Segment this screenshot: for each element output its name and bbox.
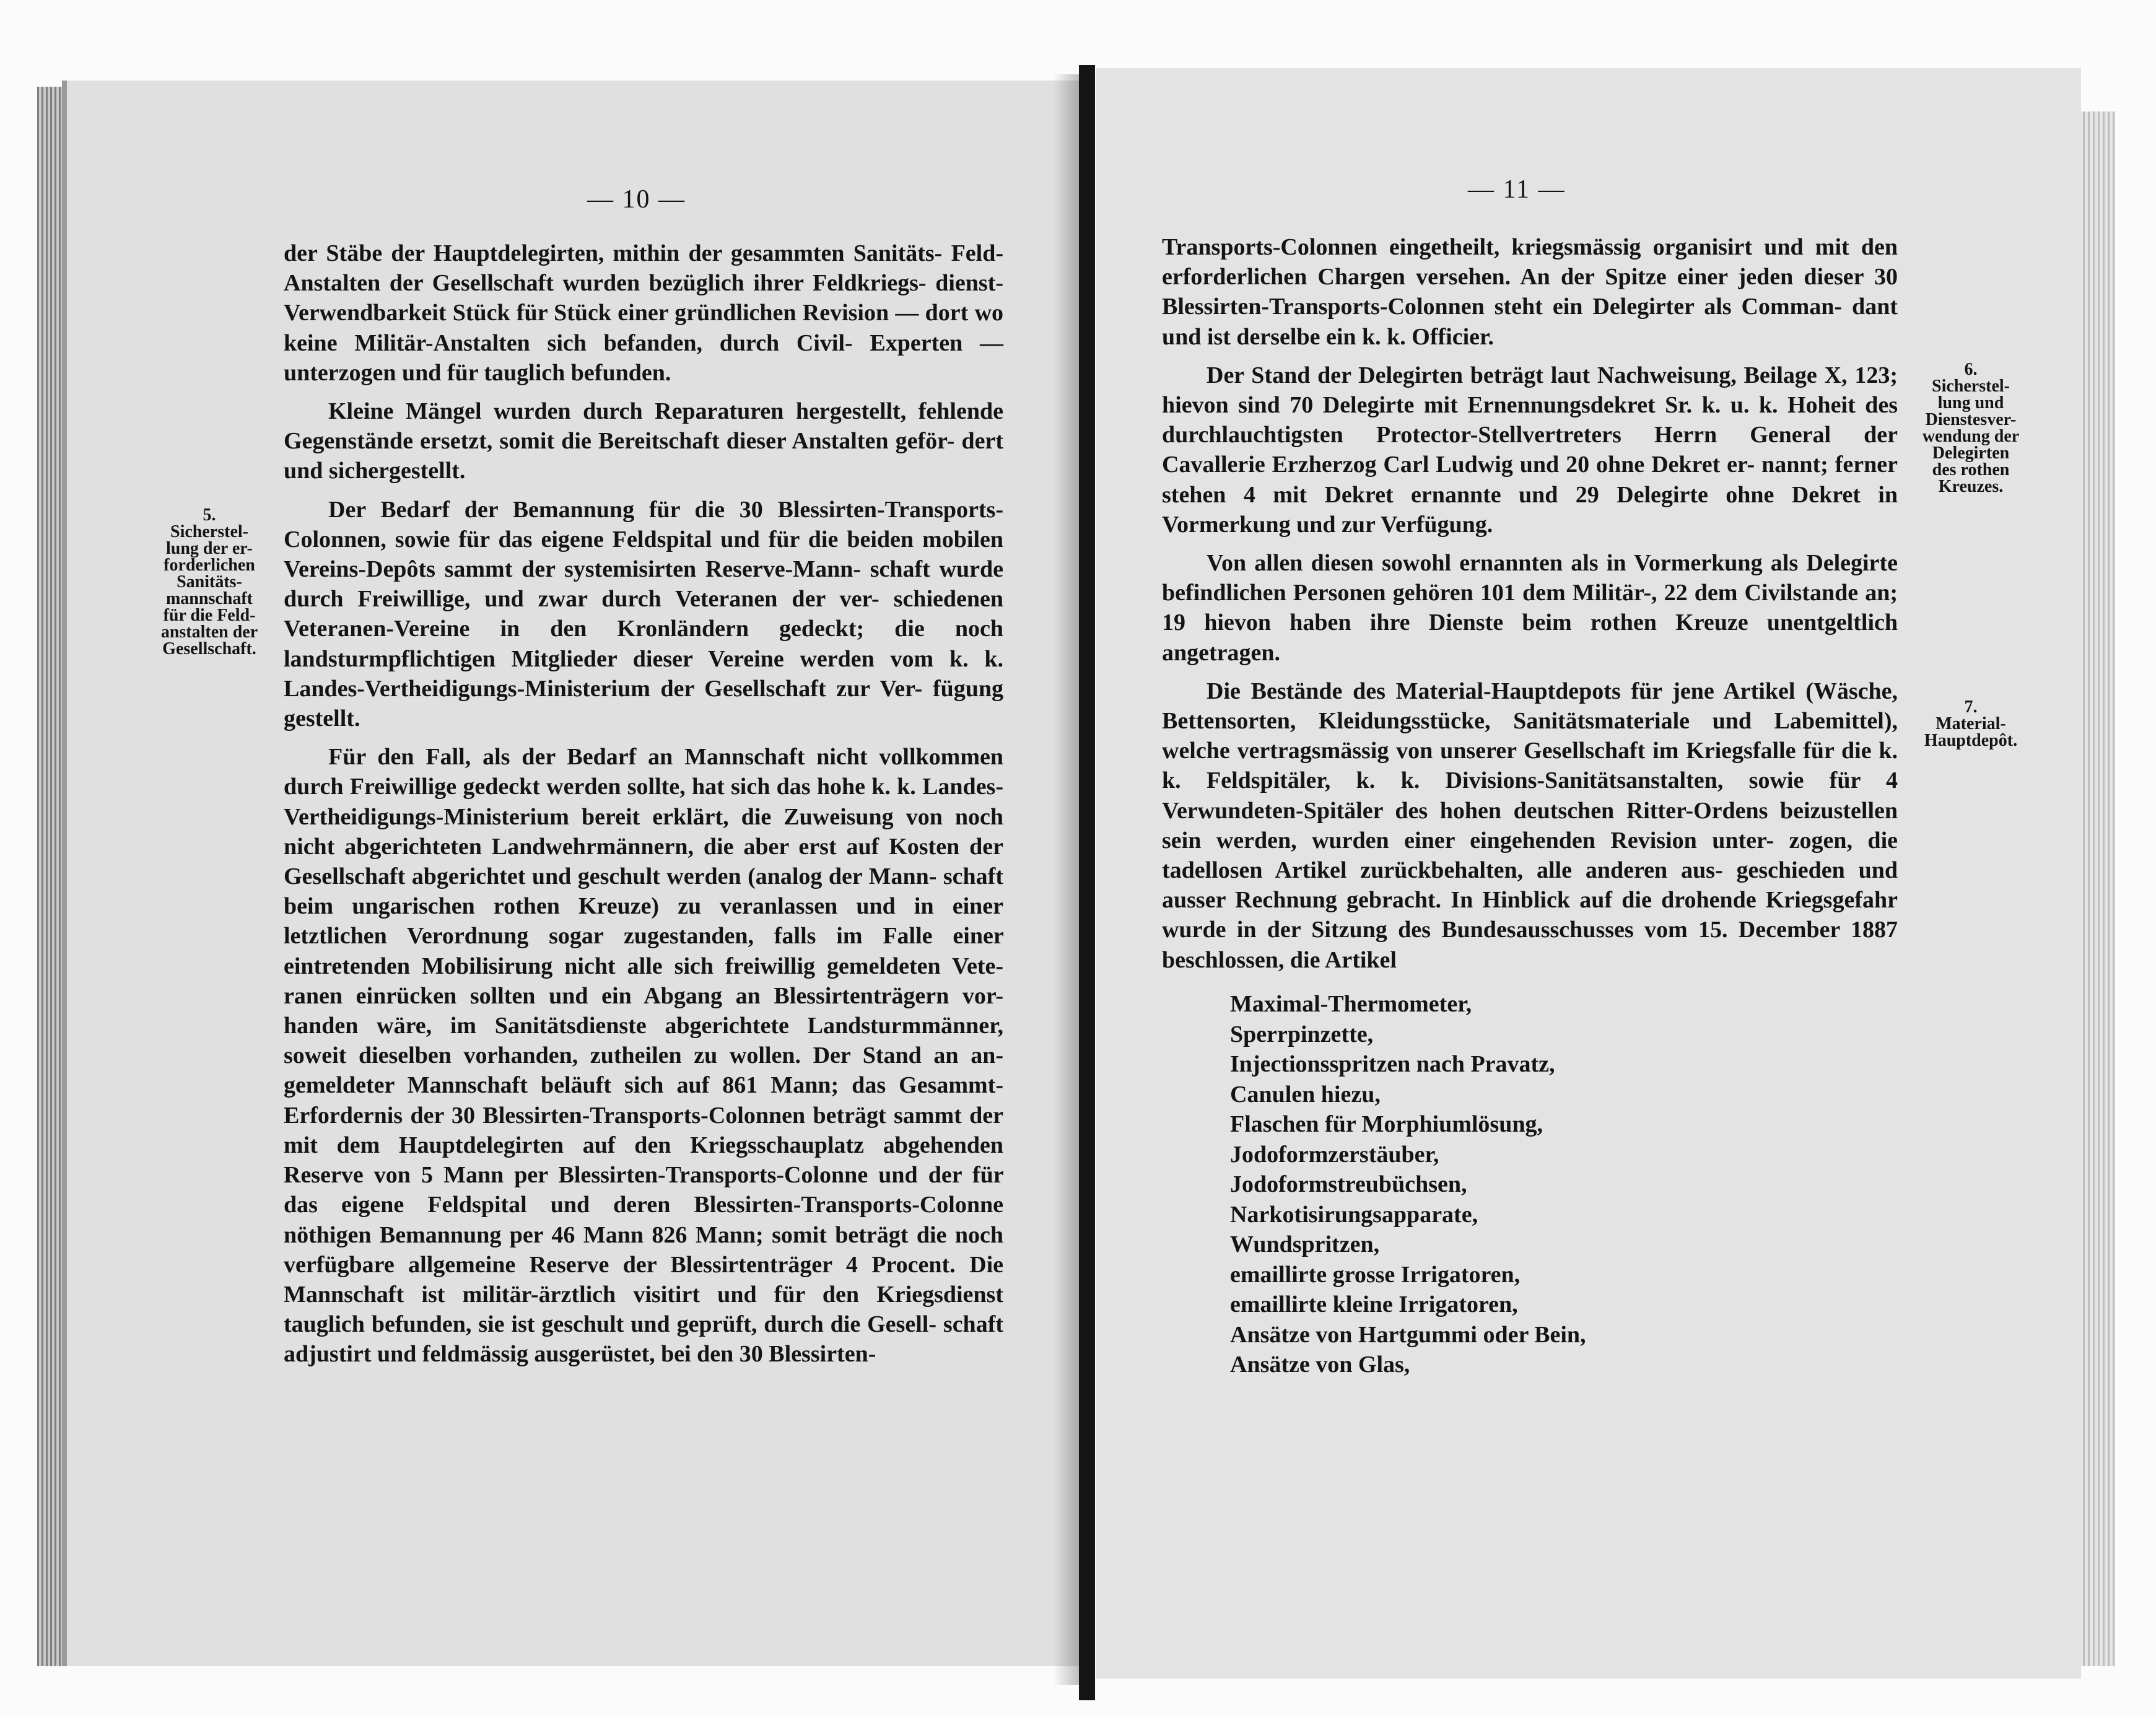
text-line: tauglich befunden, sie ist geschult und geprüft, durch die Gesell-: [284, 1311, 936, 1338]
margin-note-line: 5.: [203, 505, 216, 525]
list-item: Canulen hiezu,: [1230, 1081, 1381, 1108]
text-line: (Wäsche, Bettensorten, Kleidungsstücke, Sanitätsmateriale und: [1162, 678, 1898, 735]
text-line: erforderlichen Chargen versehen. An der Spitze einer jeden dieser: [1162, 264, 1864, 291]
text-line: nannt; ferner stehen 4 mit Dekret ernannte und 29 Delegirte ohne: [1162, 452, 1898, 508]
text-line: nicht abgerichteten Landwehrmännern, die aber erst auf Kosten: [284, 833, 960, 860]
paragraph: [1162, 548, 1898, 668]
text-line: Gegenstände ersetzt, somit die Bereitschaft dieser Anstalten geför-: [284, 428, 955, 455]
paragraph: [284, 495, 1003, 734]
list-item: Injectionsspritzen nach Pravatz,: [1230, 1051, 1555, 1077]
text-line: Erfordernis der 30 Blessirten-Transports-Colonnen beträgt sammt: [284, 1102, 962, 1129]
paragraph: [284, 396, 1003, 486]
list-item: Ansätze von Glas,: [1230, 1352, 1410, 1378]
text-line: handen wäre, im Sanitätsdienste abgerichtete Landsturmmänner,: [284, 1013, 1003, 1039]
margin-note-line: forderlichen: [164, 556, 255, 575]
text-line: eintretenden Mobilisirung nicht alle sich freiwillig gemeldeten Vete-: [284, 953, 1003, 979]
article-list: [1230, 989, 1586, 1380]
margin-note-line: 7.: [1964, 697, 1978, 717]
text-line: dienst-Verwendbarkeit Stück für Stück einer gründlichen Revision: [284, 270, 1003, 326]
margin-note-line: für die Feld-: [163, 606, 256, 625]
text-line: Der Bedarf der Bemannung für die 30 Blessirten-Transports-: [328, 496, 1003, 523]
margin-note-line: 6.: [1964, 360, 1978, 379]
text-line: sowie für 4 Verwundeten-Spitäler des hohen deutschen Ritter-Ordens: [1162, 767, 1898, 824]
margin-note-line: Gesellschaft.: [162, 639, 256, 658]
text-line: noch verfügbare allgemeine Reserve der Blessirtenträger 4 Procent.: [284, 1221, 1003, 1278]
text-line: geschieden und ausser Rechnung gebracht. In Hinblick auf die: [1162, 857, 1898, 914]
gutter-shadow: [1053, 74, 1080, 1685]
margin-note-7: [1909, 699, 2033, 749]
list-item: Narkotisirungsapparate,: [1230, 1201, 1478, 1228]
right-page-body: [1162, 232, 1898, 975]
text-line: — dort wo keine Militär-Anstalten sich befanden, durch Civil-: [284, 300, 1004, 356]
text-line: gemeldeter Mannschaft beläuft sich auf 861 Mann; das Gesammt-: [284, 1072, 1003, 1099]
margin-note-5: [147, 507, 271, 657]
list-item: Wundspritzen,: [1230, 1231, 1380, 1257]
text-line: Transports-Colonnen eingetheilt, kriegsmässig organisirt und mit den: [1162, 234, 1898, 260]
text-line: soweit dieselben vorhanden, zutheilen zu wollen. Der Stand an an-: [284, 1042, 1003, 1069]
text-line: einer letztlichen Verordnung sogar zugestanden, falls im Falle einer: [284, 893, 1003, 950]
margin-note-line: Hauptdepôt.: [1924, 731, 2018, 750]
text-line: dem Civilstande an; 19 hievon haben ihre Dienste beim rothen: [1162, 580, 1898, 636]
text-line: der Stäbe der Hauptdelegirten, mithin der gesammten Sanitäts-: [284, 240, 943, 266]
text-line: 30 Blessirten-Transports-Colonnen steht ein Delegirter als Comman-: [1162, 264, 1898, 320]
text-line: Vertheidigungs-Ministerium bereit erklärt, die Zuweisung von noch: [284, 803, 1003, 830]
text-line: Labemittel), welche vertragsmässig von unserer Gesellschaft im: [1162, 708, 1898, 764]
book-gutter: [1079, 65, 1095, 1700]
text-line: drohende Kriegsgefahr wurde in der Sitzung des Bundesausschusses: [1162, 887, 1898, 943]
margin-note-line: Material-: [1936, 714, 2006, 733]
text-line: Von allen diesen sowohl ernannten als in Vormerkung als: [1207, 550, 1799, 577]
text-line: schaft adjustirt und feldmässig ausgerüstet, bei den 30 Blessirten-: [284, 1311, 1004, 1368]
left-page-body: [284, 238, 1003, 1370]
text-line: schiedenen Veteranen-Vereine in den Kronländern gedeckt; die: [284, 586, 1004, 642]
text-line: schaft wurde durch Freiwillige, und zwar durch Veteranen der ver-: [284, 556, 1003, 613]
paragraph: [284, 742, 1003, 1369]
margin-note-6: [1909, 361, 2033, 495]
paragraph: [284, 238, 1003, 388]
margin-note-line: mannschaft: [165, 589, 253, 608]
text-line: Delegirte befindlichen Personen gehören 101 dem Militär-, 22: [1162, 550, 1898, 606]
text-line: vom 15. December 1887 beschlossen, die Artikel: [1162, 917, 1898, 973]
margin-note-line: Sanitäts-: [177, 572, 242, 592]
text-line: fügung gestellt.: [284, 675, 1003, 732]
list-item: Maximal-Thermometer,: [1230, 991, 1472, 1017]
text-line: Für den Fall, als der Bedarf an Mannschaft nicht vollkommen: [328, 744, 1003, 771]
text-line: dert und sichergestellt.: [284, 428, 1003, 484]
margin-note-line: anstalten der: [160, 623, 258, 642]
paragraph: [1162, 232, 1898, 352]
margin-note-line: Sicherstel-: [170, 522, 248, 541]
text-line: Die Bestände des Material-Hauptdepots für jene Artikel: [1207, 678, 1796, 704]
text-line: dant und ist derselbe ein k. k. Officier.: [1162, 294, 1898, 350]
list-item: Flaschen für Morphiumlösung,: [1230, 1111, 1543, 1137]
right-page-number: — 11 —: [1468, 175, 1566, 204]
margin-note-line: Delegirten: [1932, 443, 2010, 463]
text-line: mobilen Vereins-Depôts sammt der systemisirten Reserve-Mann-: [284, 526, 1003, 583]
list-item: emaillirte kleine Irrigatoren,: [1230, 1291, 1518, 1317]
text-line: Kriegsfalle für die k. k. Feldspitäler, k. k. Divisions-Sanitätsanstalten,: [1162, 738, 1898, 794]
text-line: der Cavallerie Erzherzog Carl Ludwig und 20 ohne Dekret er-: [1162, 422, 1898, 478]
list-item: emaillirte grosse Irrigatoren,: [1230, 1261, 1521, 1288]
margin-note-line: lung der er-: [166, 539, 253, 558]
text-line: Der Stand der Delegirten beträgt laut Nachweisung, Beilage X,: [1207, 362, 1848, 388]
text-line: noch landsturmpflichtigen Mitglieder dieser Vereine werden vom: [284, 616, 1004, 672]
text-line: durch Freiwillige gedeckt werden sollte, hat sich das hohe k. k. Landes-: [284, 774, 1003, 800]
text-line: beizustellen sein werden, wurden einer eingehenden Revision unter-: [1162, 797, 1898, 854]
text-line: ranen einrücken sollten und ein Abgang an Blessirtenträgern vor-: [284, 982, 1003, 1009]
text-line: der mit dem Hauptdelegirten auf den Kriegsschauplatz abgehenden: [284, 1102, 1003, 1158]
list-item: Ansätze von Hartgummi oder Bein,: [1230, 1321, 1586, 1348]
margin-note-line: Kreuzes.: [1938, 477, 2004, 496]
left-page-number: — 10 —: [587, 185, 686, 214]
text-line: der Gesellschaft abgerichtet und geschult werden (analog der Mann-: [284, 833, 1004, 890]
margin-note-line: Dienstesver-: [1925, 410, 2017, 429]
text-line: nöthigen Bemannung per 46 Mann 826 Mann; somit beträgt die: [284, 1221, 947, 1248]
text-line: Hoheit des durchlauchtigsten Protector-Stellvertreters Herrn General: [1162, 392, 1898, 448]
text-line: Dekret in Vormerkung und zur Verfügung.: [1162, 481, 1898, 538]
list-item: Jodoformstreubüchsen,: [1230, 1171, 1467, 1197]
text-line: Reserve von 5 Mann per Blessirten-Transports-Colonne und der für: [284, 1162, 1003, 1189]
text-line: Kleine Mängel wurden durch Reparaturen hergestellt, fehlende: [328, 398, 1003, 425]
margin-note-line: wendung der: [1922, 427, 2020, 446]
margin-note-line: des rothen: [1932, 460, 2010, 479]
right-page-edge: [2078, 111, 2115, 1666]
text-line: Kreuze unentgeltlich angetragen.: [1162, 609, 1898, 666]
text-line: k. k. Landes-Vertheidigungs-Ministerium der Gesellschaft zur Ver-: [284, 645, 1003, 702]
text-line: 123; hievon sind 70 Delegirte mit Ernennungsdekret Sr. k. u. k.: [1162, 362, 1898, 419]
text-line: Colonnen, sowie für das eigene Feldspital und für die beiden: [284, 526, 914, 553]
margin-note-line: Sicherstel-: [1932, 377, 2010, 396]
paragraph: [1162, 360, 1898, 540]
text-line: Experten — unterzogen und für tauglich befunden.: [284, 330, 1004, 386]
text-line: Feld-Anstalten der Gesellschaft wurden bezüglich ihrer Feldkriegs-: [284, 240, 1003, 297]
text-line: Die Mannschaft ist militär-ärztlich visitirt und für den Kriegsdienst: [284, 1251, 1004, 1308]
text-line: schaft beim ungarischen rothen Kreuze) zu veranlassen und in: [284, 863, 1003, 920]
list-item: Sperrpinzette,: [1230, 1021, 1374, 1047]
list-item: Jodoformzerstäuber,: [1230, 1141, 1439, 1168]
text-line: das eigene Feldspital und deren Blessirten-Transports-Colonne: [284, 1192, 1003, 1218]
text-line: zogen, die tadellosen Artikel zurückbehalten, alle anderen aus-: [1162, 827, 1898, 884]
margin-note-line: lung und: [1937, 393, 2004, 413]
paragraph: [1162, 676, 1898, 975]
